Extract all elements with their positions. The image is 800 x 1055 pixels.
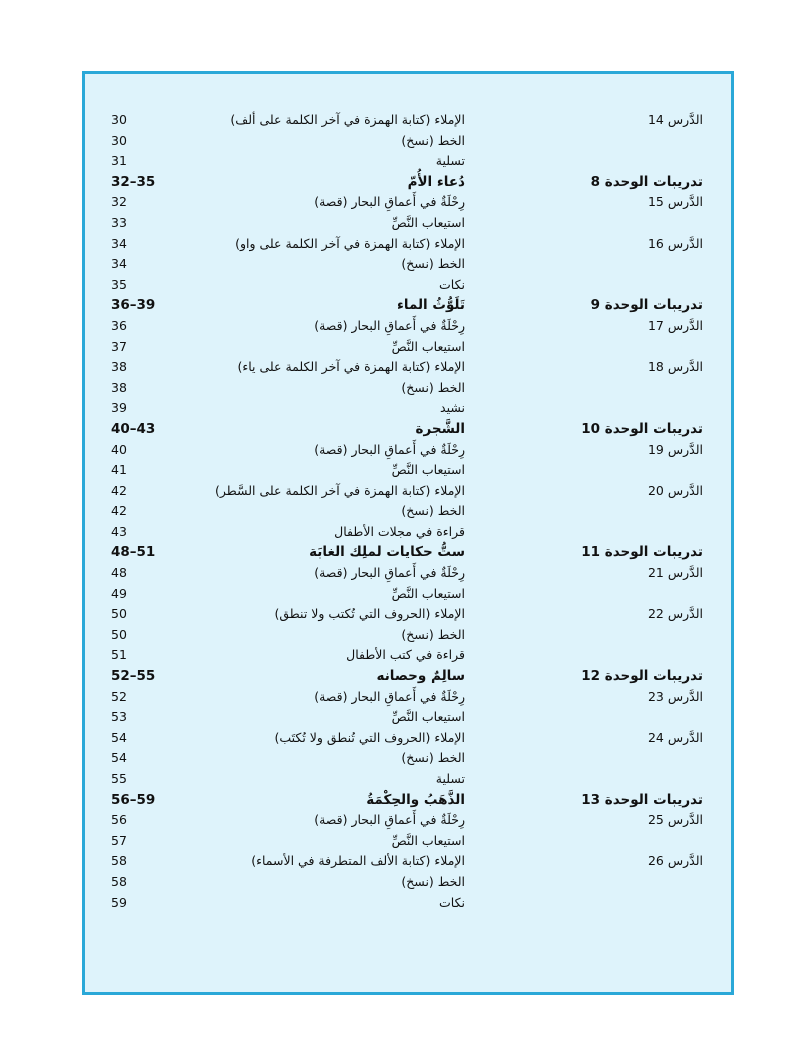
toc-topic: الإملاء (كتابة الهمزة في آخر الكلمة على ياء) xyxy=(237,359,465,375)
toc-row xyxy=(85,337,731,358)
toc-page: 54 xyxy=(111,729,127,745)
toc-lesson: الدَّرس 18 xyxy=(647,359,703,375)
toc-topic: استيعاب النَّصِّ xyxy=(391,709,465,725)
toc-topic: نشيد xyxy=(440,400,465,416)
toc-row xyxy=(85,687,731,708)
toc-page: 52 xyxy=(111,688,127,704)
toc-lesson: تدريبات الوحدة 12 xyxy=(581,668,703,685)
toc-page: 34 xyxy=(111,256,127,272)
toc-page: 50 xyxy=(111,606,127,622)
toc-topic: الإملاء (كتابة الهمزة في آخر الكلمة على ألف) xyxy=(230,112,465,127)
toc-unit-row xyxy=(85,790,731,811)
toc-row xyxy=(85,831,731,852)
toc-topic: تَلَوُّثُ الماء xyxy=(396,297,465,314)
toc-topic: الإملاء (كتابة الهمزة في آخر الكلمة على السَّطر) xyxy=(215,482,465,498)
toc-page: 36 xyxy=(111,317,127,333)
toc-row xyxy=(85,316,731,337)
toc-page: 30 xyxy=(111,112,127,127)
toc-row xyxy=(85,460,731,481)
toc-page: 56–59 xyxy=(111,791,156,808)
toc-page: 42 xyxy=(111,503,127,519)
toc-unit-row xyxy=(85,295,731,316)
toc-page: 30 xyxy=(111,132,127,148)
toc-lesson: الدَّرس 21 xyxy=(647,565,703,581)
toc-page: 58 xyxy=(111,853,127,869)
toc-lesson: الدَّرس 20 xyxy=(647,482,703,498)
toc-row xyxy=(85,769,731,790)
toc-page: 40 xyxy=(111,441,127,457)
toc-page: 32–35 xyxy=(111,173,156,190)
toc-topic: استيعاب النَّصِّ xyxy=(391,214,465,230)
toc-lesson: الدَّرس 23 xyxy=(647,688,703,704)
toc-lesson: الدَّرس 16 xyxy=(647,235,703,251)
toc-topic: استيعاب النَّصِّ xyxy=(391,585,465,601)
toc-row xyxy=(85,851,731,872)
toc-topic: الخط (نسخ) xyxy=(401,132,465,148)
toc-page: 41 xyxy=(111,462,127,478)
toc-row xyxy=(85,810,731,831)
toc-topic: الإملاء (الحروف التي تُكتب ولا تنطق) xyxy=(274,606,465,622)
toc-topic: تسلية xyxy=(435,771,465,786)
toc-page: 40–43 xyxy=(111,420,156,437)
toc-page: 50 xyxy=(111,626,127,642)
toc-page: 34 xyxy=(111,235,127,251)
toc-page: 37 xyxy=(111,338,127,354)
toc-topic: نكات xyxy=(439,276,465,292)
toc-row xyxy=(85,893,731,914)
toc-lesson: الدَّرس 14 xyxy=(647,112,703,127)
toc-page: 58 xyxy=(111,873,127,889)
toc-topic: الإملاء (كتابة الهمزة في آخر الكلمة على واو) xyxy=(235,235,465,251)
toc-list xyxy=(85,110,731,913)
toc-unit-row xyxy=(85,542,731,563)
toc-lesson: تدريبات الوحدة 10 xyxy=(581,420,703,437)
toc-row xyxy=(85,275,731,296)
toc-row xyxy=(85,625,731,646)
toc-row xyxy=(85,481,731,502)
toc-topic: الإملاء (كتابة الألف المتطرفة في الأسماء) xyxy=(251,853,465,869)
toc-page: 57 xyxy=(111,832,127,848)
toc-lesson: الدَّرس 19 xyxy=(647,441,703,457)
toc-lesson: الدَّرس 26 xyxy=(647,853,703,869)
toc-unit-row xyxy=(85,172,731,193)
toc-topic: استيعاب النَّصِّ xyxy=(391,832,465,848)
toc-topic: الخط (نسخ) xyxy=(401,256,465,272)
toc-topic: الخط (نسخ) xyxy=(401,503,465,519)
toc-row xyxy=(85,378,731,399)
toc-topic: نكات xyxy=(439,894,465,910)
toc-topic: الخط (نسخ) xyxy=(401,873,465,889)
toc-lesson: الدَّرس 15 xyxy=(647,194,703,210)
toc-page: 54 xyxy=(111,750,127,766)
toc-row xyxy=(85,440,731,461)
toc-topic: رِحْلَةٌ في أَعماقِ البحار (قصة) xyxy=(314,317,465,333)
toc-topic: رِحْلَةٌ في أَعماقِ البحار (قصة) xyxy=(314,194,465,210)
toc-row xyxy=(85,501,731,522)
toc-topic: استيعاب النَّصِّ xyxy=(391,338,465,354)
toc-row xyxy=(85,584,731,605)
toc-row xyxy=(85,563,731,584)
toc-row xyxy=(85,872,731,893)
toc-topic: قراءة في كتب الأطفال xyxy=(346,647,465,663)
toc-topic: دُعاء الأُمّ xyxy=(407,173,465,190)
toc-topic: الشَّجرة xyxy=(415,420,465,437)
toc-row xyxy=(85,234,731,255)
toc-frame xyxy=(82,71,734,995)
toc-page: 33 xyxy=(111,214,127,230)
toc-topic: استيعاب النَّصِّ xyxy=(391,462,465,478)
toc-topic: رِحْلَةٌ في أَعماقِ البحار (قصة) xyxy=(314,441,465,457)
toc-topic: الخط (نسخ) xyxy=(401,626,465,642)
toc-row xyxy=(85,604,731,625)
toc-topic: تسلية xyxy=(435,153,465,169)
toc-page: 38 xyxy=(111,359,127,375)
toc-topic: ستُّ حكايات لملِك الغابَة xyxy=(309,544,465,561)
toc-page: 38 xyxy=(111,379,127,395)
toc-unit-row xyxy=(85,666,731,687)
toc-page: 51 xyxy=(111,647,127,663)
toc-page: 43 xyxy=(111,523,127,539)
toc-page: 55 xyxy=(111,771,127,786)
toc-row xyxy=(85,645,731,666)
toc-lesson: تدريبات الوحدة 8 xyxy=(590,173,703,190)
toc-page: 52–55 xyxy=(111,668,156,685)
toc-page: 35 xyxy=(111,276,127,292)
toc-row xyxy=(85,522,731,543)
toc-page: 42 xyxy=(111,482,127,498)
toc-row xyxy=(85,131,731,152)
toc-row xyxy=(85,748,731,769)
toc-lesson: تدريبات الوحدة 11 xyxy=(581,544,703,561)
toc-topic: رِحْلَةٌ في أَعماقِ البحار (قصة) xyxy=(314,688,465,704)
toc-unit-row xyxy=(85,419,731,440)
toc-row xyxy=(85,728,731,749)
toc-lesson: تدريبات الوحدة 9 xyxy=(590,297,703,314)
toc-topic: سالِمٌ وحصانه xyxy=(376,668,465,685)
toc-lesson: تدريبات الوحدة 13 xyxy=(581,791,703,808)
toc-topic: الخط (نسخ) xyxy=(401,750,465,766)
toc-page: 56 xyxy=(111,812,127,828)
toc-page: 59 xyxy=(111,894,127,910)
toc-page: 48 xyxy=(111,565,127,581)
toc-page: 31 xyxy=(111,153,127,169)
toc-page: 53 xyxy=(111,709,127,725)
toc-page: 32 xyxy=(111,194,127,210)
toc-page: 39 xyxy=(111,400,127,416)
toc-topic: الخط (نسخ) xyxy=(401,379,465,395)
toc-topic: رِحْلَةٌ في أَعماقِ البحار (قصة) xyxy=(314,812,465,828)
toc-lesson: الدَّرس 17 xyxy=(647,317,703,333)
toc-row xyxy=(85,254,731,275)
toc-row xyxy=(85,707,731,728)
toc-topic: قراءة في مجلات الأطفال xyxy=(334,523,465,539)
toc-topic: رِحْلَةٌ في أَعماقِ البحار (قصة) xyxy=(314,565,465,581)
toc-row xyxy=(85,213,731,234)
toc-page: 49 xyxy=(111,585,127,601)
toc-lesson: الدَّرس 22 xyxy=(647,606,703,622)
toc-row xyxy=(85,192,731,213)
toc-lesson: الدَّرس 24 xyxy=(647,729,703,745)
toc-topic: الذَّهَبُ والحِكْمَةُ xyxy=(366,791,465,808)
toc-page: 48–51 xyxy=(111,544,156,561)
toc-row xyxy=(85,151,731,172)
toc-row xyxy=(85,357,731,378)
toc-row xyxy=(85,398,731,419)
toc-row xyxy=(85,110,731,131)
toc-page: 36–39 xyxy=(111,297,156,314)
toc-topic: الإملاء (الحروف التي تُنطق ولا تُكتَب) xyxy=(274,729,465,745)
toc-lesson: الدَّرس 25 xyxy=(647,812,703,828)
